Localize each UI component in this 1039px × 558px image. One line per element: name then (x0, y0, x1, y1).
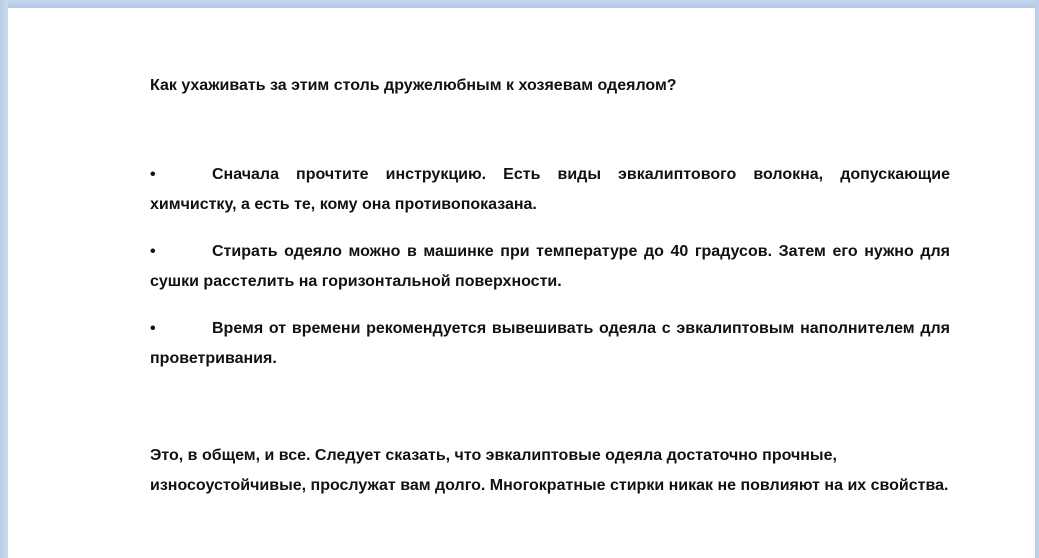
bullet-list (150, 160, 950, 391)
window-top-border (0, 0, 1039, 8)
bullet-text: Время от времени рекомендуется вывешивать одеяла с эвкалиптовым наполнителем для проветривания. (150, 320, 950, 367)
window-left-border (0, 0, 8, 558)
bullet-text: Стирать одеяло можно в машинке при температуре до 40 градусов. Затем его нужно для сушки расстелить на горизонтальной поверхности. (150, 243, 950, 290)
document-heading: Как ухаживать за этим столь дружелюбным к хозяевам одеялом? (150, 77, 677, 94)
window-right-border (1035, 0, 1039, 558)
bullet-icon: • (150, 243, 156, 260)
bullet-item (150, 314, 950, 374)
bullet-item (150, 160, 950, 220)
bullet-icon: • (150, 320, 156, 337)
document-page (8, 8, 1035, 558)
bullet-item (150, 237, 950, 297)
bullet-icon: • (150, 166, 156, 183)
bullet-text: Сначала прочтите инструкцию. Есть виды эвкалиптового волокна, допускающие химчистку, а есть те, кому она противопоказана. (150, 166, 950, 213)
closing-paragraph: Это, в общем, и все. Следует сказать, что эвкалиптовые одеяла достаточно прочные, износоустойчивые, прослужат вам долго. Многократные стирки никак не повлияют на их свойства. (150, 447, 949, 494)
